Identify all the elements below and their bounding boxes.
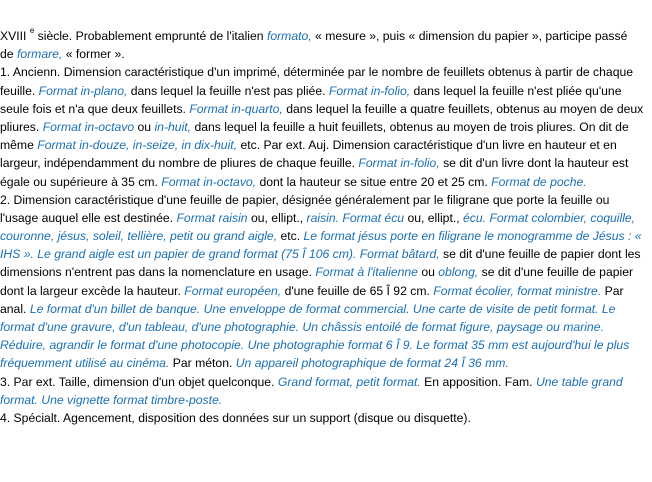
example-text: Format in-octavo — [42, 119, 135, 134]
definition-text: Par — [601, 283, 624, 298]
definition-text: dont la largeur excède la hauteur. — [0, 283, 185, 298]
entry-line — [0, 209, 652, 227]
example-text: Une table grand — [535, 374, 623, 389]
example-text: Format in-folio, — [328, 83, 411, 98]
example-text: format. Une vignette format timbre-poste. — [0, 392, 223, 407]
definition-text: Par méton. — [169, 356, 236, 371]
entry-line — [0, 263, 652, 281]
definition-text: pliures. — [0, 119, 43, 134]
entry-line — [0, 27, 652, 45]
definition-text: largeur, indépendamment du nombre de pliures de chaque feuille. — [0, 156, 359, 171]
definition-text: dans lequel la feuille a quatre feuillets, obtenus au moyen de deux — [282, 101, 644, 116]
definition-text: 1. Ancienn. Dimension caractéristique d'un imprimé, déterminée par le nombre de feuillets obtenus à partir de chaque — [0, 65, 634, 80]
example-text: Format in-plano, — [38, 83, 128, 98]
definition-text: XVIII — [0, 29, 30, 43]
definition-text: dans lequel la feuille a huit feuillets, obtenus au moyen de trois pliures. On dit de — [191, 119, 629, 134]
definition-text: « former ». — [62, 47, 125, 62]
definition-text: l'usage auquel elle est destinée. — [0, 210, 177, 225]
definition-text: ou, ellipt., — [404, 210, 464, 225]
definition-text: égale ou supérieure à 35 cm. — [0, 174, 162, 189]
definition-text: seule fois et n'a que deux feuillets. — [0, 101, 190, 116]
definition-text: anal. — [0, 301, 30, 316]
definition-text: « mesure », puis « dimension du papier », participe passé — [311, 29, 628, 43]
example-text: Format raisin — [176, 210, 248, 225]
entry-line — [0, 118, 652, 136]
example-text: Réduire, agrandir le format d'une photocopie. Une photographie format 6 Î 9. Le format 35 mm est aujourd'hui le plus — [0, 338, 630, 353]
entry-line — [0, 63, 652, 81]
example-text: Format de poche. — [491, 174, 587, 189]
example-text: Format européen, — [184, 283, 282, 298]
definition-text: 2. Dimension caractéristique d'une feuille de papier, désignée généralement par le filigrane que porte la feuille ou — [0, 192, 610, 207]
definition-text: de — [0, 47, 17, 62]
entry-line — [0, 300, 652, 318]
example-text: Un appareil photographique de format 24 Î 36 mm. — [235, 356, 509, 371]
example-text: format d'une gravure, d'un tableau, d'une photographie. Un châssis entoilé de format figure, paysage ou marine. — [0, 320, 604, 334]
definition-text: dont la hauteur se situe entre 20 et 25 cm. — [256, 174, 492, 189]
example-text: Le format d'un billet de banque. Une enveloppe de format commercial. Une carte de visite de petit format. Le — [29, 301, 616, 316]
definition-text: 4. Spécialt. Agencement, disposition des données sur un support (disque ou disquette). — [0, 410, 471, 425]
superscript: e — [29, 26, 35, 35]
definition-text: dans lequel la feuille n'est pliée qu'une — [410, 83, 622, 98]
example-text: oblong, — [438, 265, 479, 280]
definition-text: 3. Par ext. Taille, dimension d'un objet quelconque. — [0, 374, 278, 389]
example-text: fréquemment utilisé au cinéma. — [0, 356, 170, 371]
definition-text: ou — [134, 119, 155, 134]
definition-text: ou, ellipt., — [247, 210, 307, 225]
example-text: IHS ». Le grand aigle est un papier de grand format (75 Î 106 cm). Format bâtard, — [0, 247, 440, 262]
definition-text: se dit d'une feuille de papier — [478, 265, 634, 280]
entry-line — [0, 373, 652, 391]
definition-text: En apposition. Fam. — [420, 374, 536, 389]
entry-line — [0, 245, 652, 263]
entry-line — [0, 100, 652, 118]
example-text: raisin. Format écu — [306, 210, 405, 225]
definition-text: même — [0, 138, 38, 153]
definition-text: feuille. — [0, 83, 39, 98]
example-text: Format in-quarto, — [189, 101, 283, 116]
definition-text: dans lequel la feuille n'est pas pliée. — [127, 83, 329, 98]
entry-line — [0, 173, 652, 191]
entry-line — [0, 336, 652, 354]
entry-line — [0, 282, 652, 300]
example-text: écu. Format colombier, coquille, — [463, 210, 636, 225]
example-text: Format in-folio, — [358, 156, 440, 171]
entry-line — [0, 191, 652, 209]
entry-line — [0, 354, 652, 372]
entry-line — [0, 409, 652, 427]
entry-line — [0, 391, 652, 409]
example-text: formato, — [266, 29, 312, 43]
entry-line — [0, 136, 652, 154]
example-text: couronne, jésus, soleil, tellière, petit ou grand aigle, — [0, 229, 278, 244]
example-text: Format in-octavo, — [161, 174, 257, 189]
definition-text: d'une feuille de 65 Î 92 cm. — [281, 283, 434, 298]
example-text: Format écolier, format ministre. — [433, 283, 602, 298]
entry-line — [0, 45, 652, 63]
dictionary-entry — [0, 27, 652, 427]
example-text: Format à l'italienne — [315, 265, 418, 280]
definition-text: etc. Par ext. Auj. Dimension caractéristique d'un livre en hauteur et en — [237, 138, 617, 153]
entry-line — [0, 227, 652, 245]
example-text: Format in-douze, in-seize, in dix-huit, — [37, 138, 238, 153]
entry-line — [0, 82, 652, 100]
entry-line — [0, 318, 652, 336]
definition-text: se dit d'un livre dont la hauteur est — [439, 156, 629, 171]
definition-text: dimensions n'entrent pas dans la nomenclature en usage. — [0, 265, 316, 280]
definition-text: ou — [417, 265, 439, 280]
entry-line — [0, 154, 652, 172]
example-text: in-huit, — [154, 119, 192, 134]
definition-text: etc. — [277, 229, 304, 244]
example-text: formare, — [16, 47, 63, 62]
definition-text: se dit d'une feuille de papier dont les — [439, 247, 641, 262]
definition-text: siècle. Probablement emprunté de l'italien — [34, 29, 267, 43]
example-text: Le format jésus porte en filigrane le monogramme de Jésus : « — [303, 229, 642, 244]
example-text: Grand format, petit format. — [277, 374, 421, 389]
